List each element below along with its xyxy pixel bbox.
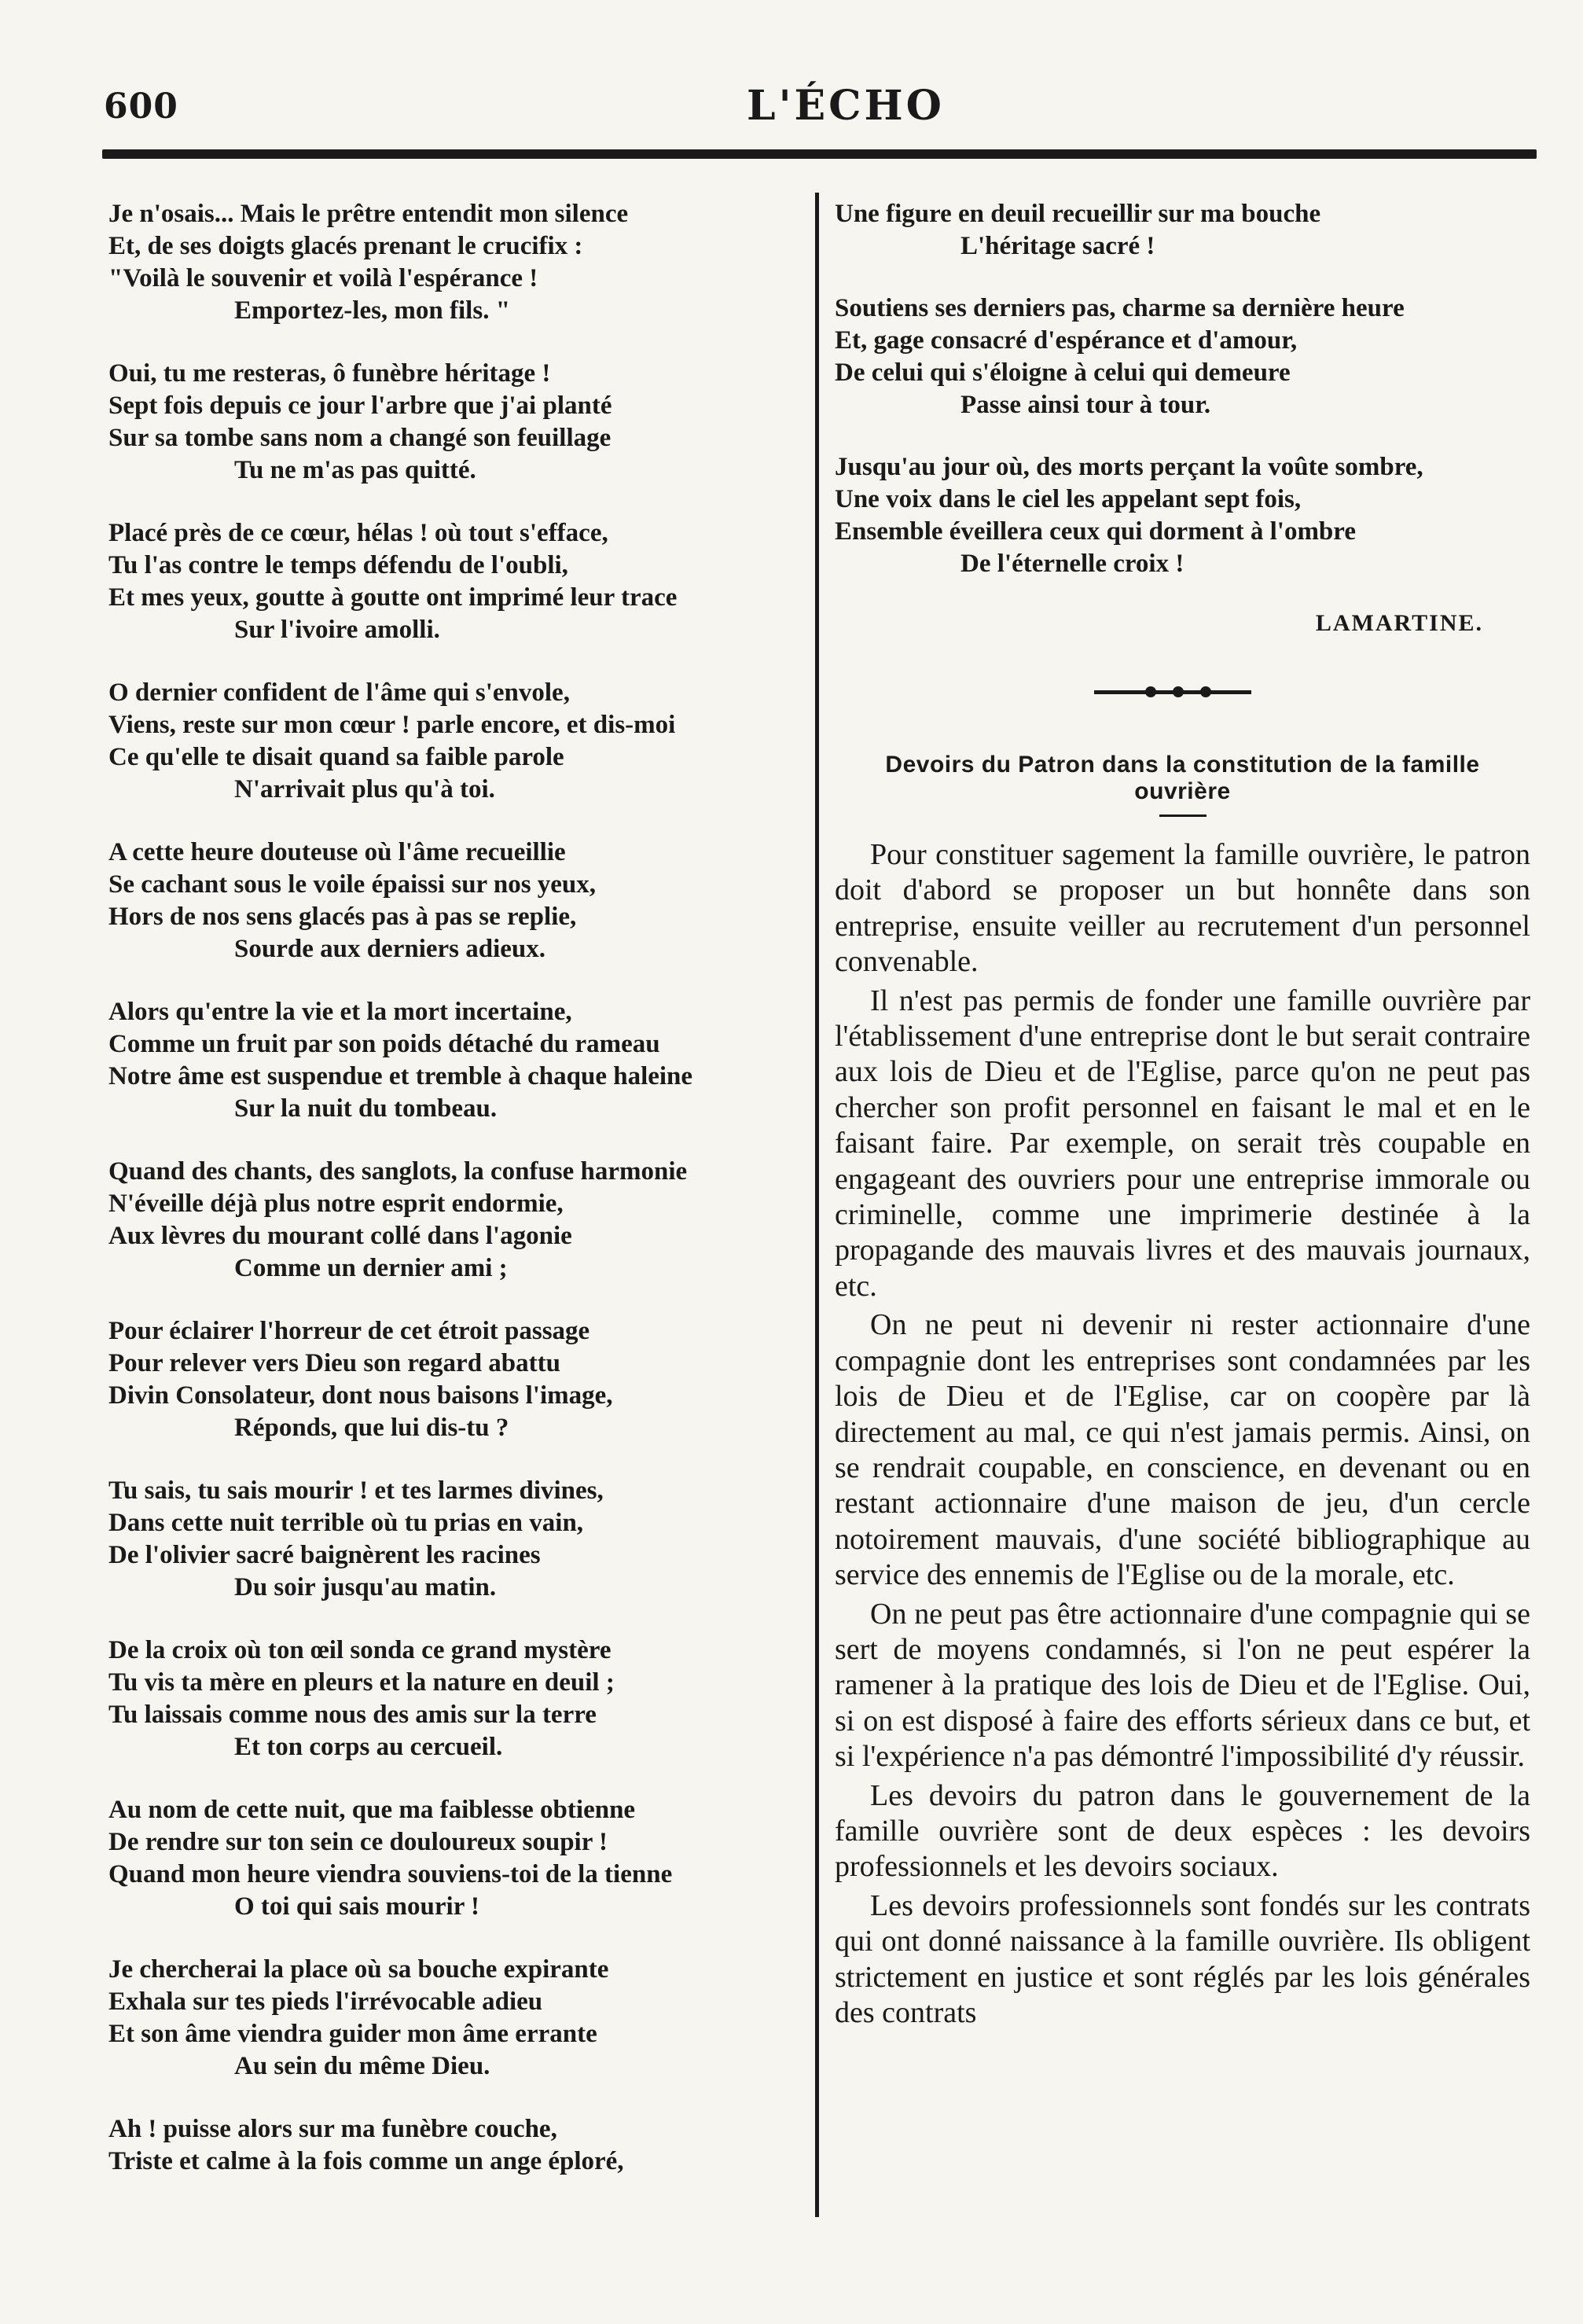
verse-line: De l'olivier sacré baignèrent les racines [108, 1541, 541, 1569]
poem-stanza [108, 1156, 792, 1285]
header-rule [102, 149, 1537, 159]
page-header [0, 0, 1583, 165]
verse-line: Se cachant sous le voile épaissi sur nos yeux, [108, 870, 597, 899]
verse-line: Sur l'ivoire amolli. [234, 616, 440, 644]
verse-line: Alors qu'entre la vie et la mort incertaine, [108, 998, 572, 1026]
verse-line: Placé près de ce cœur, hélas ! où tout s'efface, [108, 519, 608, 547]
poem-stanza [108, 1475, 792, 1604]
poem-stanza [835, 292, 1530, 421]
title-rule [1159, 815, 1207, 817]
verse-line: Ah ! puisse alors sur ma funèbre couche, [108, 2115, 557, 2143]
verse-line: De celui qui s'éloigne à celui qui demeure [835, 359, 1291, 387]
verse-line: Tu l'as contre le temps défendu de l'oubli, [108, 551, 568, 579]
verse-line: Sourde aux derniers adieux. [234, 935, 546, 963]
verse-line: Sept fois depuis ce jour l'arbre que j'ai planté [108, 392, 612, 420]
verse-line: Ensemble éveillera ceux qui dorment à l'ombre [835, 517, 1356, 546]
verse-line: O dernier confident de l'âme qui s'envole, [108, 678, 570, 707]
article-paragraph: Les devoirs du patron dans le gouvernement de la famille ouvrière sont de deux espèces : les devoirs professionnels et les devoirs sociaux. [835, 1778, 1530, 1884]
poem-stanza [835, 451, 1530, 580]
verse-line: De la croix où ton œil sonda ce grand mystère [108, 1636, 612, 1664]
verse-line: De l'éternelle croix ! [960, 550, 1184, 578]
verse-line: Jusqu'au jour où, des morts perçant la voûte sombre, [835, 453, 1423, 481]
verse-line: Oui, tu me resteras, ô funèbre héritage ! [108, 359, 551, 388]
verse-line: Tu laissais comme nous des amis sur la terre [108, 1701, 597, 1729]
verse-line: Hors de nos sens glacés pas à pas se replie, [108, 903, 577, 931]
verse-line: Tu vis ta mère en pleurs et la nature en deuil ; [108, 1668, 615, 1697]
verse-line: Emportez-les, mon fils. " [234, 296, 511, 325]
verse-line: N'éveille déjà plus notre esprit endormie, [108, 1190, 564, 1218]
verse-line: Au sein du même Dieu. [234, 2052, 490, 2080]
left-column-poem [108, 198, 792, 2178]
verse-line: Tu sais, tu sais mourir ! et tes larmes divines, [108, 1476, 604, 1505]
verse-line: Pour éclairer l'horreur de cet étroit passage [108, 1317, 590, 1345]
poem-signature: LAMARTINE. [1315, 610, 1483, 636]
verse-line: Ce qu'elle te disait quand sa faible parole [108, 743, 564, 771]
verse-line: Comme un dernier ami ; [234, 1254, 508, 1282]
ornament-dot [1173, 686, 1184, 697]
verse-line: Et mes yeux, goutte à goutte ont imprimé leur trace [108, 583, 678, 612]
journal-title: L'ÉCHO [747, 82, 945, 130]
verse-line: Et ton corps au cercueil. [234, 1733, 503, 1761]
verse-line: Aux lèvres du mourant collé dans l'agonie [108, 1222, 572, 1250]
verse-line: Viens, reste sur mon cœur ! parle encore, et dis-moi [108, 711, 676, 739]
verse-line: Divin Consolateur, dont nous baisons l'image, [108, 1381, 613, 1410]
poem-stanza [108, 1315, 792, 1444]
ornamental-separator [835, 681, 1530, 704]
verse-line: Sur sa tombe sans nom a changé son feuillage [108, 424, 612, 452]
poem-stanza [108, 677, 792, 806]
verse-line: Du soir jusqu'au matin. [234, 1573, 497, 1601]
article-paragraph: Il n'est pas permis de fonder une famille ouvrière par l'établissement d'une entreprise dont le but serait contraire aux lois de Dieu et de l'Eglise, parce qu'on ne peut pas chercher son profit personnel en faisant le mal et en le faisant faire. Par exemple, on serait très coupable en engageant des ouvriers pour une entreprise immorale ou criminelle, comme une imprimerie destinée à la propagande des mauvais livres et des mauvais journaux, etc. [835, 984, 1530, 1303]
ornament-dot [1145, 686, 1156, 697]
verse-line: Triste et calme à la fois comme un ange éploré, [108, 2147, 624, 2175]
poem-stanza [108, 996, 792, 1125]
poem-stanza [108, 1794, 792, 1923]
article-paragraph: On ne peut ni devenir ni rester actionnaire d'une compagnie dont les entreprises sont condamnées par les lois de Dieu et de l'Eglise, car on coopère par là directement au mal, ce qui n'est jamais permis. Ainsi, on se rendrait coupable, en conscience, en devenant ou en restant actionnaire d'une maison de jeu, d'un cercle notoirement mauvais, d'une société bibliographique au service des ennemis de l'Eglise ou de la morale, etc. [835, 1308, 1530, 1592]
right-column [835, 198, 1530, 2034]
poem-stanza [108, 837, 792, 965]
verse-line: Une figure en deuil recueillir sur ma bouche [835, 200, 1321, 228]
poem-stanza [108, 2113, 792, 2178]
poem-stanza [108, 198, 792, 327]
page-number: 600 [104, 86, 178, 127]
verse-line: Passe ainsi tour à tour. [960, 391, 1211, 419]
article-paragraph: Pour constituer sagement la famille ouvrière, le patron doit d'abord se proposer un but honnête dans son entreprise, ensuite veiller au recrutement d'un personnel convenable. [835, 838, 1530, 979]
verse-line: Et, gage consacré d'espérance et d'amour, [835, 326, 1298, 355]
poem-continuation [835, 198, 1530, 580]
verse-line: Sur la nuit du tombeau. [234, 1094, 498, 1123]
verse-line: Une voix dans le ciel les appelant sept fois, [835, 485, 1302, 513]
verse-line: Je chercherai la place où sa bouche expirante [108, 1955, 609, 1984]
poem-stanza [108, 1635, 792, 1763]
verse-line: Et son âme viendra guider mon âme errante [108, 2020, 597, 2048]
verse-line: Réponds, que lui dis-tu ? [234, 1414, 509, 1442]
verse-line: Et, de ses doigts glacés prenant le crucifix : [108, 232, 583, 260]
verse-line: Au nom de cette nuit, que ma faiblesse obtienne [108, 1796, 636, 1824]
verse-line: De rendre sur ton sein ce douloureux soupir ! [108, 1828, 608, 1856]
verse-line: O toi qui sais mourir ! [234, 1892, 480, 1921]
verse-line: Exhala sur tes pieds l'irrévocable adieu [108, 1988, 543, 2016]
verse-line: Pour relever vers Dieu son regard abattu [108, 1349, 560, 1377]
verse-line: Tu ne m'as pas quitté. [234, 456, 476, 484]
verse-line: Quand mon heure viendra souviens-toi de la tienne [108, 1860, 673, 1888]
verse-line: Soutiens ses derniers pas, charme sa dernière heure [835, 294, 1405, 322]
column-divider [815, 193, 819, 2217]
article-title: Devoirs du Patron dans la constitution de la famille ouvrière [885, 752, 1480, 804]
verse-line: Comme un fruit par son poids détaché du rameau [108, 1030, 660, 1058]
verse-line: Je n'osais... Mais le prêtre entendit mon silence [108, 200, 629, 228]
verse-line: Notre âme est suspendue et tremble à chaque haleine [108, 1062, 693, 1090]
verse-line: "Voilà le souvenir et voilà l'espérance ! [108, 264, 538, 292]
article-body [835, 837, 1530, 2031]
article-paragraph: Les devoirs professionnels sont fondés sur les contrats qui ont donné naissance à la famille ouvrière. Ils obligent strictement en justice et sont réglés par les lois générales des contrats [835, 1888, 1530, 2029]
verse-line: L'héritage sacré ! [960, 232, 1155, 260]
poem-stanza [108, 358, 792, 487]
verse-line: Dans cette nuit terrible où tu prias en vain, [108, 1509, 584, 1537]
verse-line: Quand des chants, des sanglots, la confuse harmonie [108, 1157, 688, 1186]
verse-line: A cette heure douteuse où l'âme recueillie [108, 838, 566, 866]
poem-stanza [835, 198, 1530, 263]
ornament-dot [1200, 686, 1211, 697]
poem-stanza [108, 1954, 792, 2083]
article-paragraph: On ne peut pas être actionnaire d'une compagnie qui se sert de moyens condamnés, si l'on ne peut espérer la ramener à la pratique des lois de Dieu et de l'Eglise. Oui, si on est disposé à faire des efforts sérieux dans ce but, et si l'expérience n'a pas démontré l'impossibilité d'y réussir. [835, 1597, 1530, 1774]
verse-line: N'arrivait plus qu'à toi. [234, 775, 495, 803]
poem-stanza [108, 517, 792, 646]
